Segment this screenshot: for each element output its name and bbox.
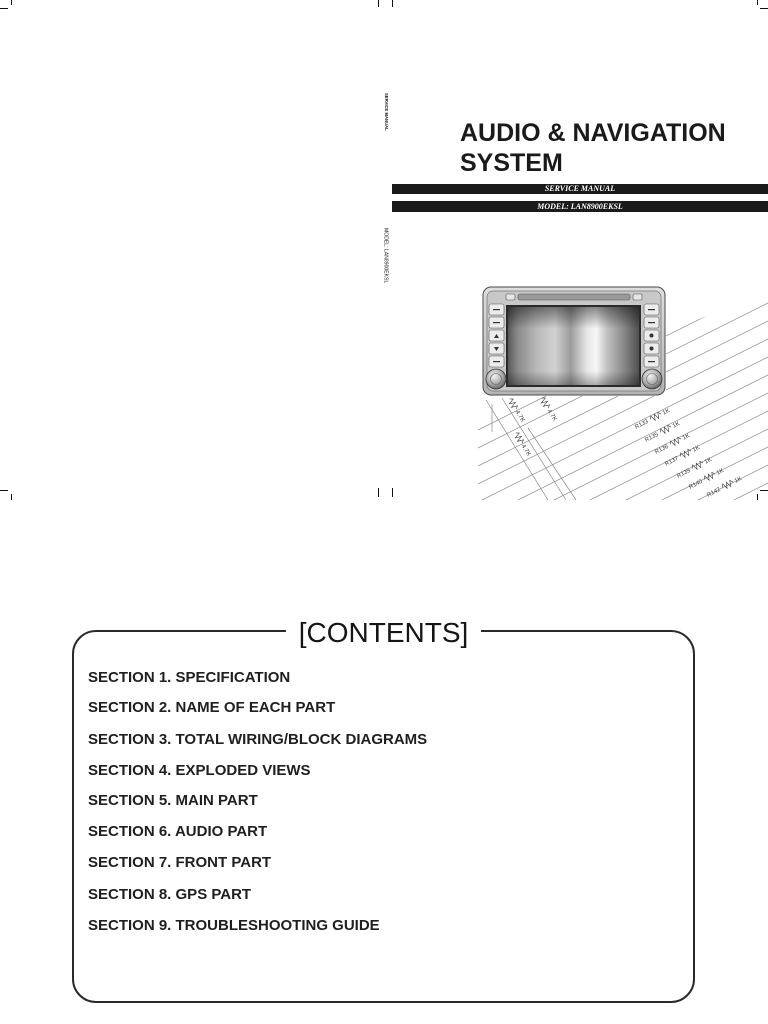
resistor-ref: R137 (664, 455, 680, 468)
service-manual-bar-label: SERVICE MANUAL (544, 184, 616, 193)
spine-model-label: MODEL: LAN8900EKSL (382, 228, 388, 284)
slot-button (633, 294, 642, 300)
resistor-r133 (634, 407, 671, 431)
cover-title-line-1: AUDIO & NAVIGATION (460, 119, 726, 147)
eject-button (506, 294, 515, 300)
contents-item-section-7: SECTION 7. FRONT PART (88, 854, 272, 871)
service-manual-bar (392, 184, 768, 194)
resistor-value: 1K (681, 433, 692, 442)
contents-item-section-5: SECTION 5. MAIN PART (88, 792, 258, 809)
contents-item-section-8: SECTION 8. GPS PART (88, 886, 252, 903)
spine-service-manual-label: SERVICE MANUAL (383, 93, 388, 131)
button-glyph (648, 309, 655, 310)
resistor-value: 1K (691, 445, 702, 454)
resistor-r139 (676, 456, 713, 480)
contents-item-section-2: SECTION 2. NAME OF EACH PART (88, 699, 336, 716)
resistor-symbol (513, 431, 524, 444)
button-glyph (493, 322, 500, 323)
button-glyph (650, 334, 654, 338)
disc-slot (518, 294, 630, 300)
contents-item-section-1: SECTION 1. SPECIFICATION (88, 669, 291, 686)
resistor-value: 4.7K (519, 443, 532, 458)
resistor-r140 (688, 467, 725, 491)
resistor-r137 (664, 444, 701, 468)
resistor-value: 4.7K (545, 408, 558, 423)
volume-knob (486, 369, 506, 389)
cover-title-line-2: SYSTEM (460, 149, 563, 177)
resistor-value: 1K (661, 408, 672, 417)
resistor-ref: R135 (644, 431, 660, 444)
button-glyph (493, 361, 500, 362)
tune-knob (642, 369, 662, 389)
resistor-labels-right (634, 407, 743, 499)
button-glyph (493, 309, 500, 310)
resistor-ref: R140 (688, 478, 704, 491)
wire-line (478, 429, 768, 500)
contents-item-section-9: SECTION 9. TROUBLESHOOTING GUIDE (88, 917, 380, 934)
wire-line (478, 465, 768, 500)
contents-item-section-6: SECTION 6. AUDIO PART (88, 823, 268, 840)
button-glyph (648, 361, 655, 362)
model-bar (392, 201, 768, 212)
head-unit-image (483, 287, 665, 395)
contents-title-text: [CONTENTS] (286, 617, 482, 648)
resistor-ref: R133 (634, 418, 650, 431)
screen-shade (508, 307, 639, 385)
resistor-value: 1K (715, 468, 726, 477)
model-bar-label: MODEL: LAN8900EKSL (537, 202, 623, 211)
contents-title (74, 619, 693, 647)
resistor-value: 1K (671, 421, 682, 430)
resistor-left-1 (506, 397, 526, 423)
button-glyph (648, 322, 655, 323)
resistor-value: 1K (733, 476, 744, 485)
button-glyph (650, 347, 654, 351)
resistor-ref: R139 (676, 467, 692, 480)
resistor-symbol (721, 479, 734, 490)
resistor-value: 4.7K (513, 409, 526, 424)
resistor-value: 1K (703, 457, 714, 466)
contents-box (72, 617, 695, 1003)
contents-item-section-4: SECTION 4. EXPLODED VIEWS (88, 762, 311, 779)
contents-item-section-3: SECTION 3. TOTAL WIRING/BLOCK DIAGRAMS (88, 731, 428, 748)
resistor-left-3 (512, 431, 532, 457)
resistor-ref: R142 (706, 486, 722, 499)
resistor-symbol (703, 471, 716, 482)
resistor-ref: R136 (654, 443, 670, 456)
cover-title (460, 118, 726, 178)
